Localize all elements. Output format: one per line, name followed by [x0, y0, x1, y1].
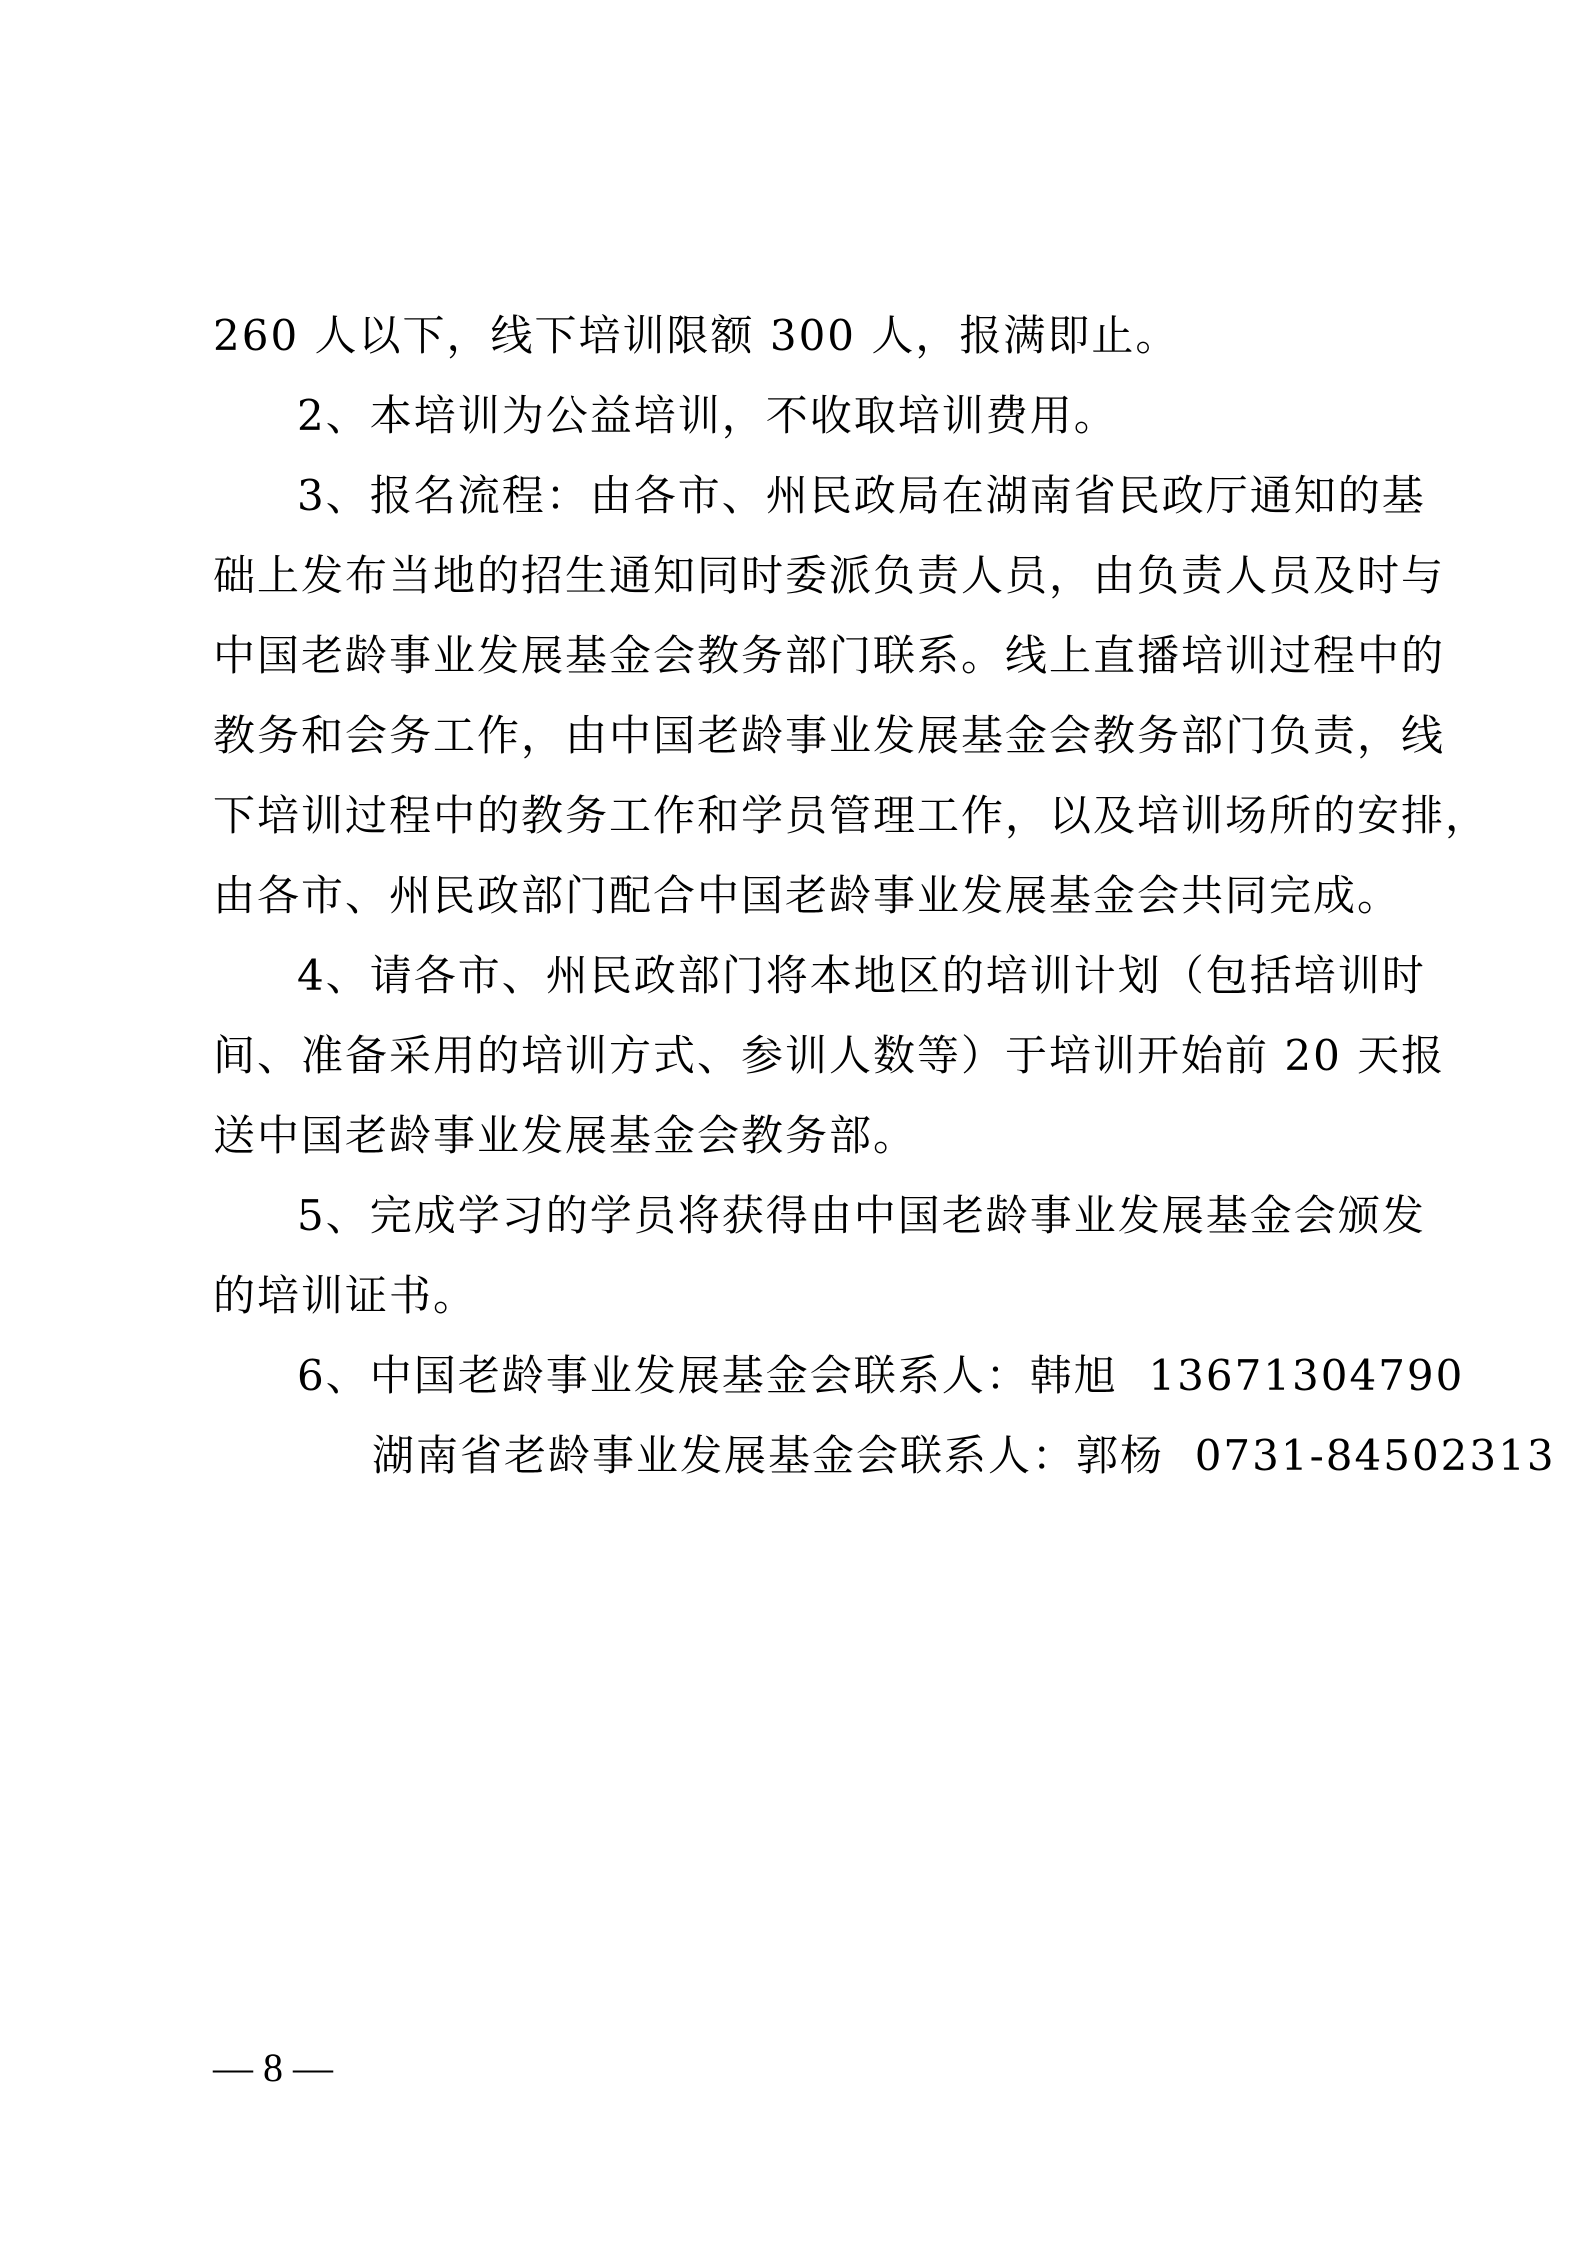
- text-line: 的培训证书。: [213, 1271, 478, 1320]
- text-line: 教务和会务工作，由中国老龄事业发展基金会教务部门负责，线: [213, 711, 1446, 760]
- text-line: 3、报名流程：由各市、州民政局在湖南省民政厅通知的基: [297, 471, 1426, 520]
- text-line: 4、请各市、州民政部门将本地区的培训计划（包括培训时: [297, 951, 1426, 1000]
- text-line: 下培训过程中的教务工作和学员管理工作，以及培训场所的安排，: [213, 791, 1490, 840]
- text-line: 间、准备采用的培训方式、参训人数等）于培训开始前 20 天报: [213, 1031, 1446, 1080]
- text-line: 础上发布当地的招生通知同时委派负责人员，由负责人员及时与: [213, 551, 1446, 600]
- text-line: 260 人以下，线下培训限额 300 人，报满即止。: [213, 311, 1180, 360]
- page-number: — 8 —: [213, 2045, 333, 2090]
- text-line: 5、完成学习的学员将获得由中国老龄事业发展基金会颁发: [297, 1191, 1426, 1240]
- text-line: 由各市、州民政部门配合中国老龄事业发展基金会共同完成。: [213, 871, 1402, 920]
- text-line: 湖南省老龄事业发展基金会联系人：郭杨 0731-84502313: [372, 1431, 1556, 1480]
- text-line: 6、中国老龄事业发展基金会联系人：韩旭 13671304790: [297, 1351, 1465, 1400]
- text-line: 2、本培训为公益培训，不收取培训费用。: [297, 391, 1118, 440]
- text-line: 中国老龄事业发展基金会教务部门联系。线上直播培训过程中的: [213, 631, 1446, 680]
- text-line: 送中国老龄事业发展基金会教务部。: [213, 1111, 918, 1160]
